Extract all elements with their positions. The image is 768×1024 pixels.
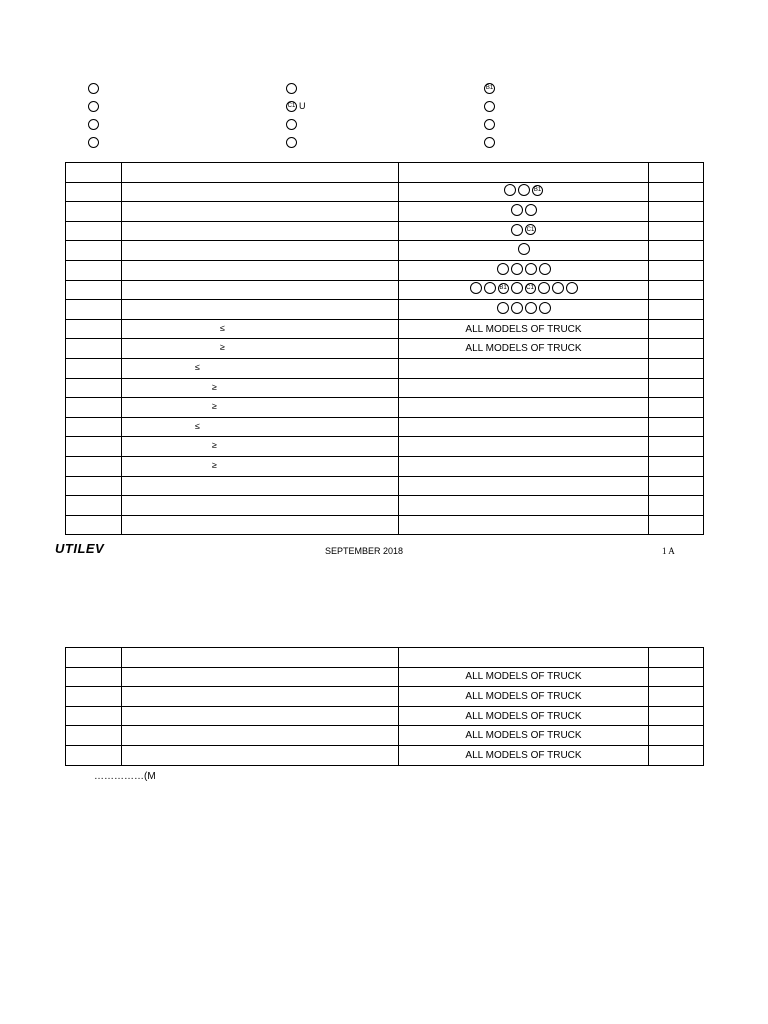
item-number-cell	[66, 456, 122, 476]
applicability-cell	[399, 221, 649, 241]
description-cell	[122, 300, 399, 320]
legend-item	[484, 133, 495, 151]
description-cell	[122, 260, 399, 280]
description-cell	[122, 378, 399, 398]
applicability-marks	[504, 184, 543, 196]
description-cell	[122, 706, 399, 726]
applicability-marks	[470, 282, 578, 294]
table-row	[66, 339, 704, 359]
description-cell	[122, 221, 399, 241]
applicability-cell: ALL MODELS OF TRUCK	[399, 687, 649, 707]
remarks-cell	[649, 417, 704, 437]
table-row	[66, 456, 704, 476]
description-cell	[122, 476, 399, 496]
circle-icon	[484, 282, 496, 294]
circle-icon	[511, 204, 523, 216]
circled-code-icon: C1	[525, 224, 536, 235]
circle-icon	[88, 83, 99, 94]
item-number-cell	[66, 358, 122, 378]
item-number-cell	[66, 437, 122, 457]
description-cell	[122, 726, 399, 746]
description-cell	[122, 280, 399, 300]
description-cell	[122, 417, 399, 437]
comparison-symbol: ≤	[195, 420, 200, 431]
table-row	[66, 163, 704, 183]
circle-icon	[504, 184, 516, 196]
circle-icon	[525, 263, 537, 275]
remarks-cell	[649, 163, 704, 183]
applicability-cell	[399, 417, 649, 437]
table-row	[66, 280, 704, 300]
comparison-symbol: ≥	[212, 401, 217, 412]
item-number-cell	[66, 476, 122, 496]
legend-row	[0, 97, 768, 115]
applicability-cell	[399, 496, 649, 516]
item-number-cell	[66, 417, 122, 437]
item-number-cell	[66, 745, 122, 765]
description-cell	[122, 182, 399, 202]
remarks-cell	[649, 260, 704, 280]
table-row	[66, 496, 704, 516]
description-cell	[122, 648, 399, 668]
circle-icon	[511, 282, 523, 294]
page-number: 1 A	[662, 546, 675, 556]
remarks-cell	[649, 476, 704, 496]
circle-icon	[566, 282, 578, 294]
secondary-table	[65, 647, 704, 766]
circle-icon	[484, 101, 495, 112]
remarks-cell	[649, 221, 704, 241]
item-number-cell	[66, 319, 122, 339]
description-cell	[122, 496, 399, 516]
remarks-cell	[649, 339, 704, 359]
comparison-symbol: ≥	[212, 381, 217, 392]
table-row	[66, 221, 704, 241]
circle-icon	[525, 204, 537, 216]
legend-item	[88, 79, 99, 97]
legend-item	[88, 97, 99, 115]
circle-icon	[539, 302, 551, 314]
circle-icon	[484, 137, 495, 148]
remarks-cell	[649, 667, 704, 687]
circle-icon	[470, 282, 482, 294]
circle-icon	[286, 119, 297, 130]
legend-row	[0, 115, 768, 133]
item-number-cell	[66, 202, 122, 222]
circled-code-icon: B1	[532, 185, 543, 196]
applicability-cell	[399, 378, 649, 398]
item-number-cell	[66, 687, 122, 707]
remarks-cell	[649, 437, 704, 457]
description-cell	[122, 163, 399, 183]
item-number-cell	[66, 300, 122, 320]
table-row	[66, 437, 704, 457]
applicability-cell	[399, 648, 649, 668]
comparison-symbol: ≤	[195, 361, 200, 372]
applicability-cell: ALL MODELS OF TRUCK	[399, 745, 649, 765]
remarks-cell	[649, 358, 704, 378]
circle-icon	[497, 263, 509, 275]
description-cell	[122, 398, 399, 418]
circle-icon	[484, 119, 495, 130]
legend-item	[88, 133, 99, 151]
applicability-marks	[511, 224, 536, 236]
applicability-marks	[511, 204, 537, 216]
applicability-marks	[497, 302, 551, 314]
legend	[0, 79, 768, 151]
item-number-cell	[66, 260, 122, 280]
description-cell	[122, 339, 399, 359]
legend-row	[0, 133, 768, 151]
legend-item	[286, 97, 306, 115]
applicability-cell	[399, 515, 649, 535]
remarks-cell	[649, 687, 704, 707]
circle-icon	[518, 184, 530, 196]
applicability-cell: ALL MODELS OF TRUCK	[399, 706, 649, 726]
description-cell	[122, 358, 399, 378]
description-cell	[122, 667, 399, 687]
remarks-cell	[649, 202, 704, 222]
table-row	[66, 358, 704, 378]
note-text: ……………(M	[94, 771, 156, 782]
table-row	[66, 417, 704, 437]
legend-suffix: U	[299, 101, 306, 111]
applicability-cell	[399, 182, 649, 202]
item-number-cell	[66, 378, 122, 398]
applicability-cell: ALL MODELS OF TRUCK	[399, 667, 649, 687]
item-number-cell	[66, 280, 122, 300]
circled-code-icon: B1	[484, 83, 495, 94]
circled-code-icon: B1	[498, 283, 509, 294]
remarks-cell	[649, 241, 704, 261]
circle-icon	[511, 263, 523, 275]
circled-code-icon: C1	[286, 101, 297, 112]
description-cell	[122, 319, 399, 339]
table-row	[66, 319, 704, 339]
table-row	[66, 667, 704, 687]
circle-icon	[525, 302, 537, 314]
remarks-cell	[649, 398, 704, 418]
item-number-cell	[66, 726, 122, 746]
table-row	[66, 476, 704, 496]
circle-icon	[88, 137, 99, 148]
circle-icon	[538, 282, 550, 294]
comparison-symbol: ≥	[220, 342, 225, 353]
revision-date: SEPTEMBER 2018	[325, 546, 404, 556]
applicability-cell	[399, 260, 649, 280]
item-number-cell	[66, 241, 122, 261]
applicability-marks	[497, 263, 551, 275]
description-cell	[122, 437, 399, 457]
circle-icon	[497, 302, 509, 314]
remarks-cell	[649, 496, 704, 516]
remarks-cell	[649, 319, 704, 339]
legend-row	[0, 79, 768, 97]
applicability-cell	[399, 241, 649, 261]
comparison-symbol: ≤	[220, 322, 225, 333]
table-row	[66, 241, 704, 261]
remarks-cell	[649, 745, 704, 765]
table-row	[66, 398, 704, 418]
item-number-cell	[66, 496, 122, 516]
item-number-cell	[66, 515, 122, 535]
legend-item	[484, 97, 495, 115]
legend-item	[286, 79, 297, 97]
item-number-cell	[66, 398, 122, 418]
legend-item	[484, 79, 495, 97]
circled-code-icon: C1	[525, 283, 536, 294]
table-row	[66, 515, 704, 535]
applicability-marks	[518, 243, 530, 255]
remarks-cell	[649, 280, 704, 300]
table-row	[66, 687, 704, 707]
item-number-cell	[66, 339, 122, 359]
item-number-cell	[66, 648, 122, 668]
remarks-cell	[649, 182, 704, 202]
circle-icon	[286, 137, 297, 148]
utilev-logo: UTILEV	[55, 541, 105, 556]
item-number-cell	[66, 706, 122, 726]
legend-item	[286, 115, 297, 133]
legend-item	[286, 133, 297, 151]
applicability-cell	[399, 358, 649, 378]
description-cell	[122, 515, 399, 535]
description-cell	[122, 241, 399, 261]
applicability-cell	[399, 202, 649, 222]
table-row	[66, 726, 704, 746]
table-row	[66, 378, 704, 398]
item-number-cell	[66, 667, 122, 687]
description-cell	[122, 745, 399, 765]
circle-icon	[552, 282, 564, 294]
table-row	[66, 182, 704, 202]
circle-icon	[88, 119, 99, 130]
table-row	[66, 202, 704, 222]
remarks-cell	[649, 300, 704, 320]
applicability-cell: ALL MODELS OF TRUCK	[399, 339, 649, 359]
comparison-symbol: ≥	[212, 440, 217, 451]
circle-icon	[88, 101, 99, 112]
applicability-cell	[399, 300, 649, 320]
applicability-cell	[399, 163, 649, 183]
circle-icon	[539, 263, 551, 275]
circle-icon	[286, 83, 297, 94]
legend-item	[88, 115, 99, 133]
remarks-cell	[649, 378, 704, 398]
remarks-cell	[649, 515, 704, 535]
item-number-cell	[66, 221, 122, 241]
table-row	[66, 745, 704, 765]
table-row	[66, 648, 704, 668]
comparison-symbol: ≥	[212, 459, 217, 470]
remarks-cell	[649, 726, 704, 746]
remarks-cell	[649, 648, 704, 668]
circle-icon	[518, 243, 530, 255]
main-table	[65, 162, 704, 535]
circle-icon	[511, 302, 523, 314]
applicability-cell	[399, 476, 649, 496]
applicability-cell	[399, 437, 649, 457]
description-cell	[122, 456, 399, 476]
table-row	[66, 706, 704, 726]
remarks-cell	[649, 706, 704, 726]
table-row	[66, 300, 704, 320]
legend-item	[484, 115, 495, 133]
item-number-cell	[66, 163, 122, 183]
table-row	[66, 260, 704, 280]
circle-icon	[511, 224, 523, 236]
description-cell	[122, 202, 399, 222]
item-number-cell	[66, 182, 122, 202]
applicability-cell: ALL MODELS OF TRUCK	[399, 726, 649, 746]
description-cell	[122, 687, 399, 707]
applicability-cell	[399, 456, 649, 476]
applicability-cell	[399, 398, 649, 418]
remarks-cell	[649, 456, 704, 476]
applicability-cell: ALL MODELS OF TRUCK	[399, 319, 649, 339]
applicability-cell	[399, 280, 649, 300]
